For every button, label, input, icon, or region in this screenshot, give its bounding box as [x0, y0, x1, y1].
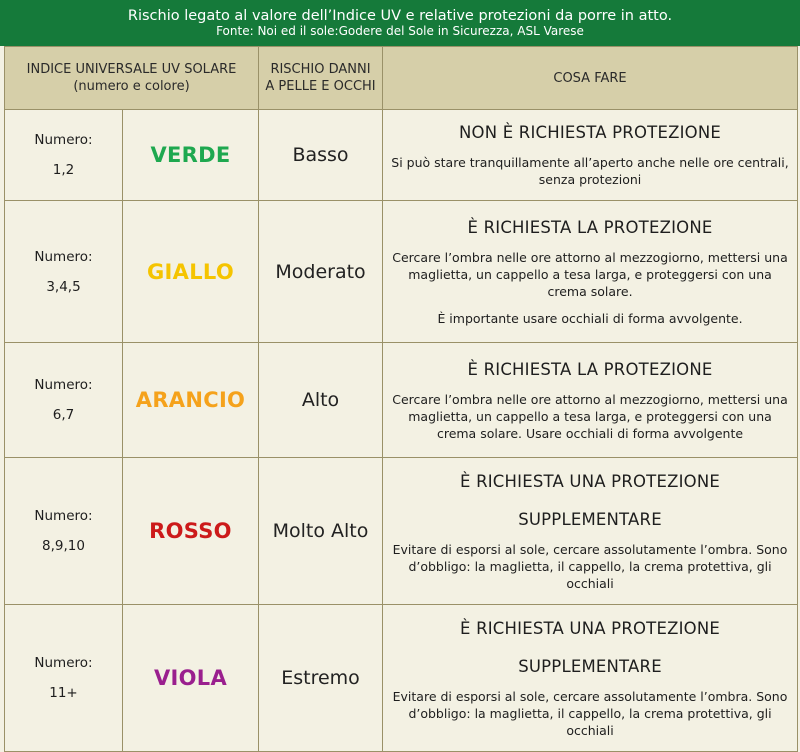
number-value: 8,9,10: [42, 538, 85, 554]
action-title: È RICHIESTA LA PROTEZIONE: [467, 359, 713, 379]
header-uv-index-subtitle: (numero e colore): [73, 79, 190, 94]
action-title: È RICHIESTA LA PROTEZIONE: [467, 217, 713, 237]
risk-level: Estremo: [281, 667, 360, 689]
table-row-giallo: [5, 201, 798, 343]
color-name-rosso: ROSSO: [149, 519, 232, 543]
risk-cell: [259, 110, 383, 201]
number-cell: [5, 605, 123, 752]
number-cell: [5, 343, 123, 458]
number-value: 3,4,5: [46, 278, 81, 295]
color-cell: [123, 110, 259, 201]
action-title: È RICHIESTA UNA PROTEZIONE: [460, 471, 721, 491]
color-cell: [123, 343, 259, 458]
action-cell: [383, 201, 798, 343]
color-cell: [123, 201, 259, 343]
action-title-line2: SUPPLEMENTARE: [518, 656, 662, 676]
color-name-verde: VERDE: [150, 143, 231, 167]
risk-level: Alto: [301, 389, 340, 411]
number-cell: [5, 458, 123, 605]
action-cell: [383, 605, 798, 752]
header-risk: [259, 47, 383, 110]
color-name-giallo: GIALLO: [147, 259, 234, 284]
header-action-label: COSA FARE: [553, 70, 627, 86]
table-header-row: [5, 47, 798, 110]
source-credit: Fonte: Noi ed il sole:Godere del Sole in Sicurezza, ASL Varese: [216, 24, 584, 38]
action-text: Si può stare tranquillamente all’aperto anche nelle ore centrali, senza protezioni: [391, 155, 789, 187]
risk-level: Molto Alto: [272, 520, 369, 542]
header-uv-index: [5, 47, 259, 110]
color-name-arancio: ARANCIO: [135, 388, 246, 412]
action-cell: [383, 458, 798, 605]
header-uv-index-title: INDICE UNIVERSALE UV SOLARE: [26, 62, 237, 77]
table-row-viola: [5, 605, 798, 752]
number-cell: [5, 110, 123, 201]
number-label: Numero:: [34, 377, 93, 393]
risk-level: Basso: [292, 144, 349, 166]
number-label: Numero:: [34, 132, 93, 148]
risk-cell: [259, 605, 383, 752]
action-text: Evitare di esporsi al sole, cercare assolutamente l’ombra. Sono d’obbligo: la maglietta, il cappello, la crema protettiva, gli occhiali: [392, 541, 788, 591]
risk-cell: [259, 343, 383, 458]
action-text: Evitare di esporsi al sole, cercare assolutamente l’ombra. Sono d’obbligo: la maglietta, il cappello, la crema protettiva, gli occhiali: [392, 688, 788, 738]
action-title: NON È RICHIESTA PROTEZIONE: [459, 123, 721, 142]
action-title-line2: SUPPLEMENTARE: [518, 509, 662, 529]
number-value: 6,7: [52, 407, 75, 423]
table-row-arancio: [5, 343, 798, 458]
risk-cell: [259, 458, 383, 605]
title-bar: [0, 0, 800, 46]
risk-level: Moderato: [275, 260, 366, 283]
risk-cell: [259, 201, 383, 343]
table-row-verde: [5, 110, 798, 201]
action-cell: [383, 110, 798, 201]
number-label: Numero:: [34, 655, 93, 671]
uv-risk-table: [4, 46, 798, 752]
number-value: 11+: [49, 685, 78, 701]
color-cell: [123, 605, 259, 752]
color-cell: [123, 458, 259, 605]
header-risk-line2: A PELLE E OCCHI: [265, 79, 376, 94]
action-text: Cercare l’ombra nelle ore attorno al mezzogiorno, mettersi una maglietta, un cappello a tesa larga, e proteggersi con una crema solare. Usare occhiali di forma avvolgente: [392, 391, 788, 441]
number-cell: [5, 201, 123, 343]
number-value: 1,2: [52, 162, 75, 178]
number-label: Numero:: [34, 508, 93, 524]
action-text: Cercare l’ombra nelle ore attorno al mezzogiorno, mettersi una maglietta, un cappello a tesa larga, e proteggersi con una crema solare.: [392, 249, 788, 299]
action-cell: [383, 343, 798, 458]
table-row-rosso: [5, 458, 798, 605]
number-label: Numero:: [34, 248, 93, 265]
header-action: [383, 47, 798, 110]
document-title: Rischio legato al valore dell’Indice UV e relative protezioni da porre in atto.: [127, 8, 673, 24]
action-title: È RICHIESTA UNA PROTEZIONE: [460, 618, 721, 638]
color-name-viola: VIOLA: [153, 666, 228, 690]
action-text-note: È importante usare occhiali di forma avvolgente.: [437, 310, 743, 326]
header-risk-line1: RISCHIO DANNI: [270, 62, 371, 77]
